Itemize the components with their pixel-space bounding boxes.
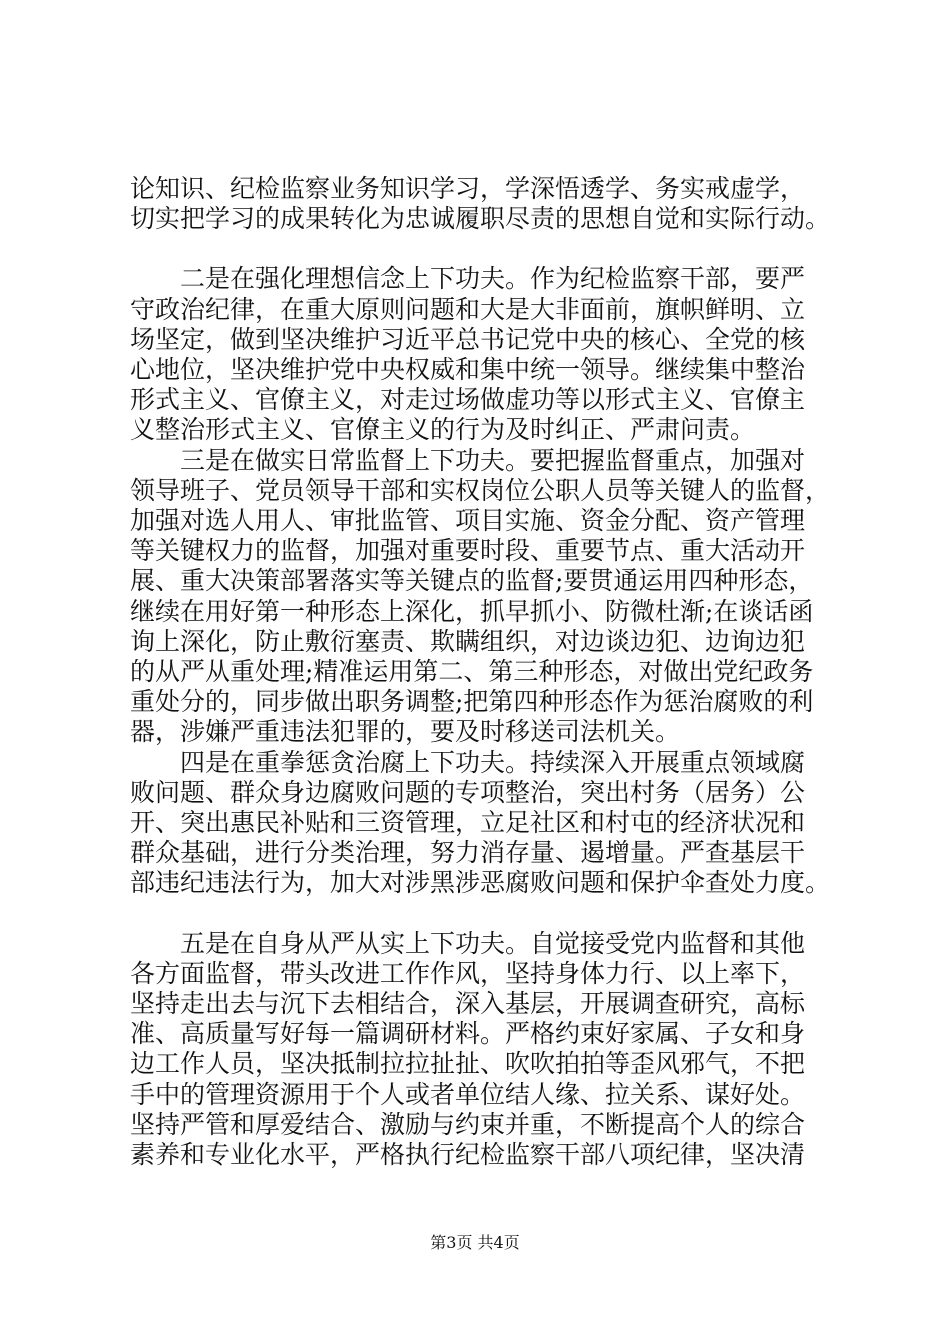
text-line: 展、重大决策部署落实等关键点的监督;要贯通运用四种形态， <box>130 566 814 596</box>
page-footer: 第3页 共4页 <box>430 1233 520 1252</box>
text-line: 四是在重拳惩贪治腐上下功夫。持续深入开展重点领域腐 <box>130 747 806 777</box>
text-line: 论知识、纪检监察业务知识学习，学深悟透学、务实戒虚学， <box>130 174 806 203</box>
text-line: 各方面监督，带头改进工作作风，坚持身体力行、以上率下， <box>130 958 806 988</box>
text-line: 手中的管理资源用于个人或者单位结人缘、拉关系、谋好处。 <box>130 1079 806 1109</box>
text-line: 群众基础，进行分类治理，努力消存量、遏增量。严查基层干 <box>130 838 806 868</box>
text-line: 切实把学习的成果转化为忠诚履职尽责的思想自觉和实际行动。 <box>130 204 831 234</box>
text-line: 加强对选人用人、审批监管、项目实施、资金分配、资产管理 <box>130 506 806 535</box>
text-line: 败问题、群众身边腐败问题的专项整治，突出村务（居务）公 <box>130 777 806 807</box>
text-line: 坚持严管和厚爱结合、激励与约束并重，不断提高个人的综合 <box>130 1109 806 1139</box>
text-line: 询上深化，防止敷衍塞责、欺瞒组织，对边谈边犯、边询边犯 <box>130 626 806 656</box>
text-line: 继续在用好第一种形态上深化，抓早抓小、防微杜渐;在谈话函 <box>130 596 814 626</box>
text-line: 部违纪违法行为，加大对涉黑涉恶腐败问题和保护伞查处力度。 <box>130 868 831 898</box>
text-line: 形式主义、官僚主义，对走过场做虚功等以形式主义、官僚主 <box>130 385 806 415</box>
text-line: 的从严从重处理;精准运用第二、第三种形态，对做出党纪政务 <box>130 657 814 686</box>
text-line: 场坚定，做到坚决维护习近平总书记党中央的核心、全党的核 <box>130 324 806 354</box>
text-line: 素养和专业化水平，严格执行纪检监察干部八项纪律，坚决清 <box>130 1140 806 1169</box>
text-line: 边工作人员，坚决抵制拉拉扯扯、吹吹拍拍等歪风邪气，不把 <box>130 1049 806 1079</box>
text-line: 二是在强化理想信念上下功夫。作为纪检监察干部，要严 <box>130 264 806 294</box>
text-line: 守政治纪律，在重大原则问题和大是大非面前，旗帜鲜明、立 <box>130 294 806 324</box>
text-line: 五是在自身从严从实上下功夫。自觉接受党内监督和其他 <box>130 928 806 958</box>
text-line: 重处分的，同步做出职务调整;把第四种形态作为惩治腐败的利 <box>130 687 814 717</box>
text-line: 义整治形式主义、官僚主义的行为及时纠正、严肃问责。 <box>130 415 756 445</box>
text-line: 准、高质量写好每一篇调研材料。严格约束好家属、子女和身 <box>130 1019 806 1049</box>
text-line: 三是在做实日常监督上下功夫。要把握监督重点，加强对 <box>130 445 806 475</box>
text-line: 等关键权力的监督，加强对重要时段、重要节点、重大活动开 <box>130 536 806 566</box>
text-line: 开、突出惠民补贴和三资管理，立足社区和村屯的经济状况和 <box>130 808 806 837</box>
text-line: 坚持走出去与沉下去相结合，深入基层，开展调查研究，高标 <box>130 989 806 1018</box>
text-line: 领导班子、党员领导干部和实权岗位公职人员等关键人的监督， <box>130 475 831 505</box>
text-line: 心地位，坚决维护党中央权威和集中统一领导。继续集中整治 <box>130 355 806 384</box>
text-line: 器，涉嫌严重违法犯罪的，要及时移送司法机关。 <box>130 717 681 747</box>
